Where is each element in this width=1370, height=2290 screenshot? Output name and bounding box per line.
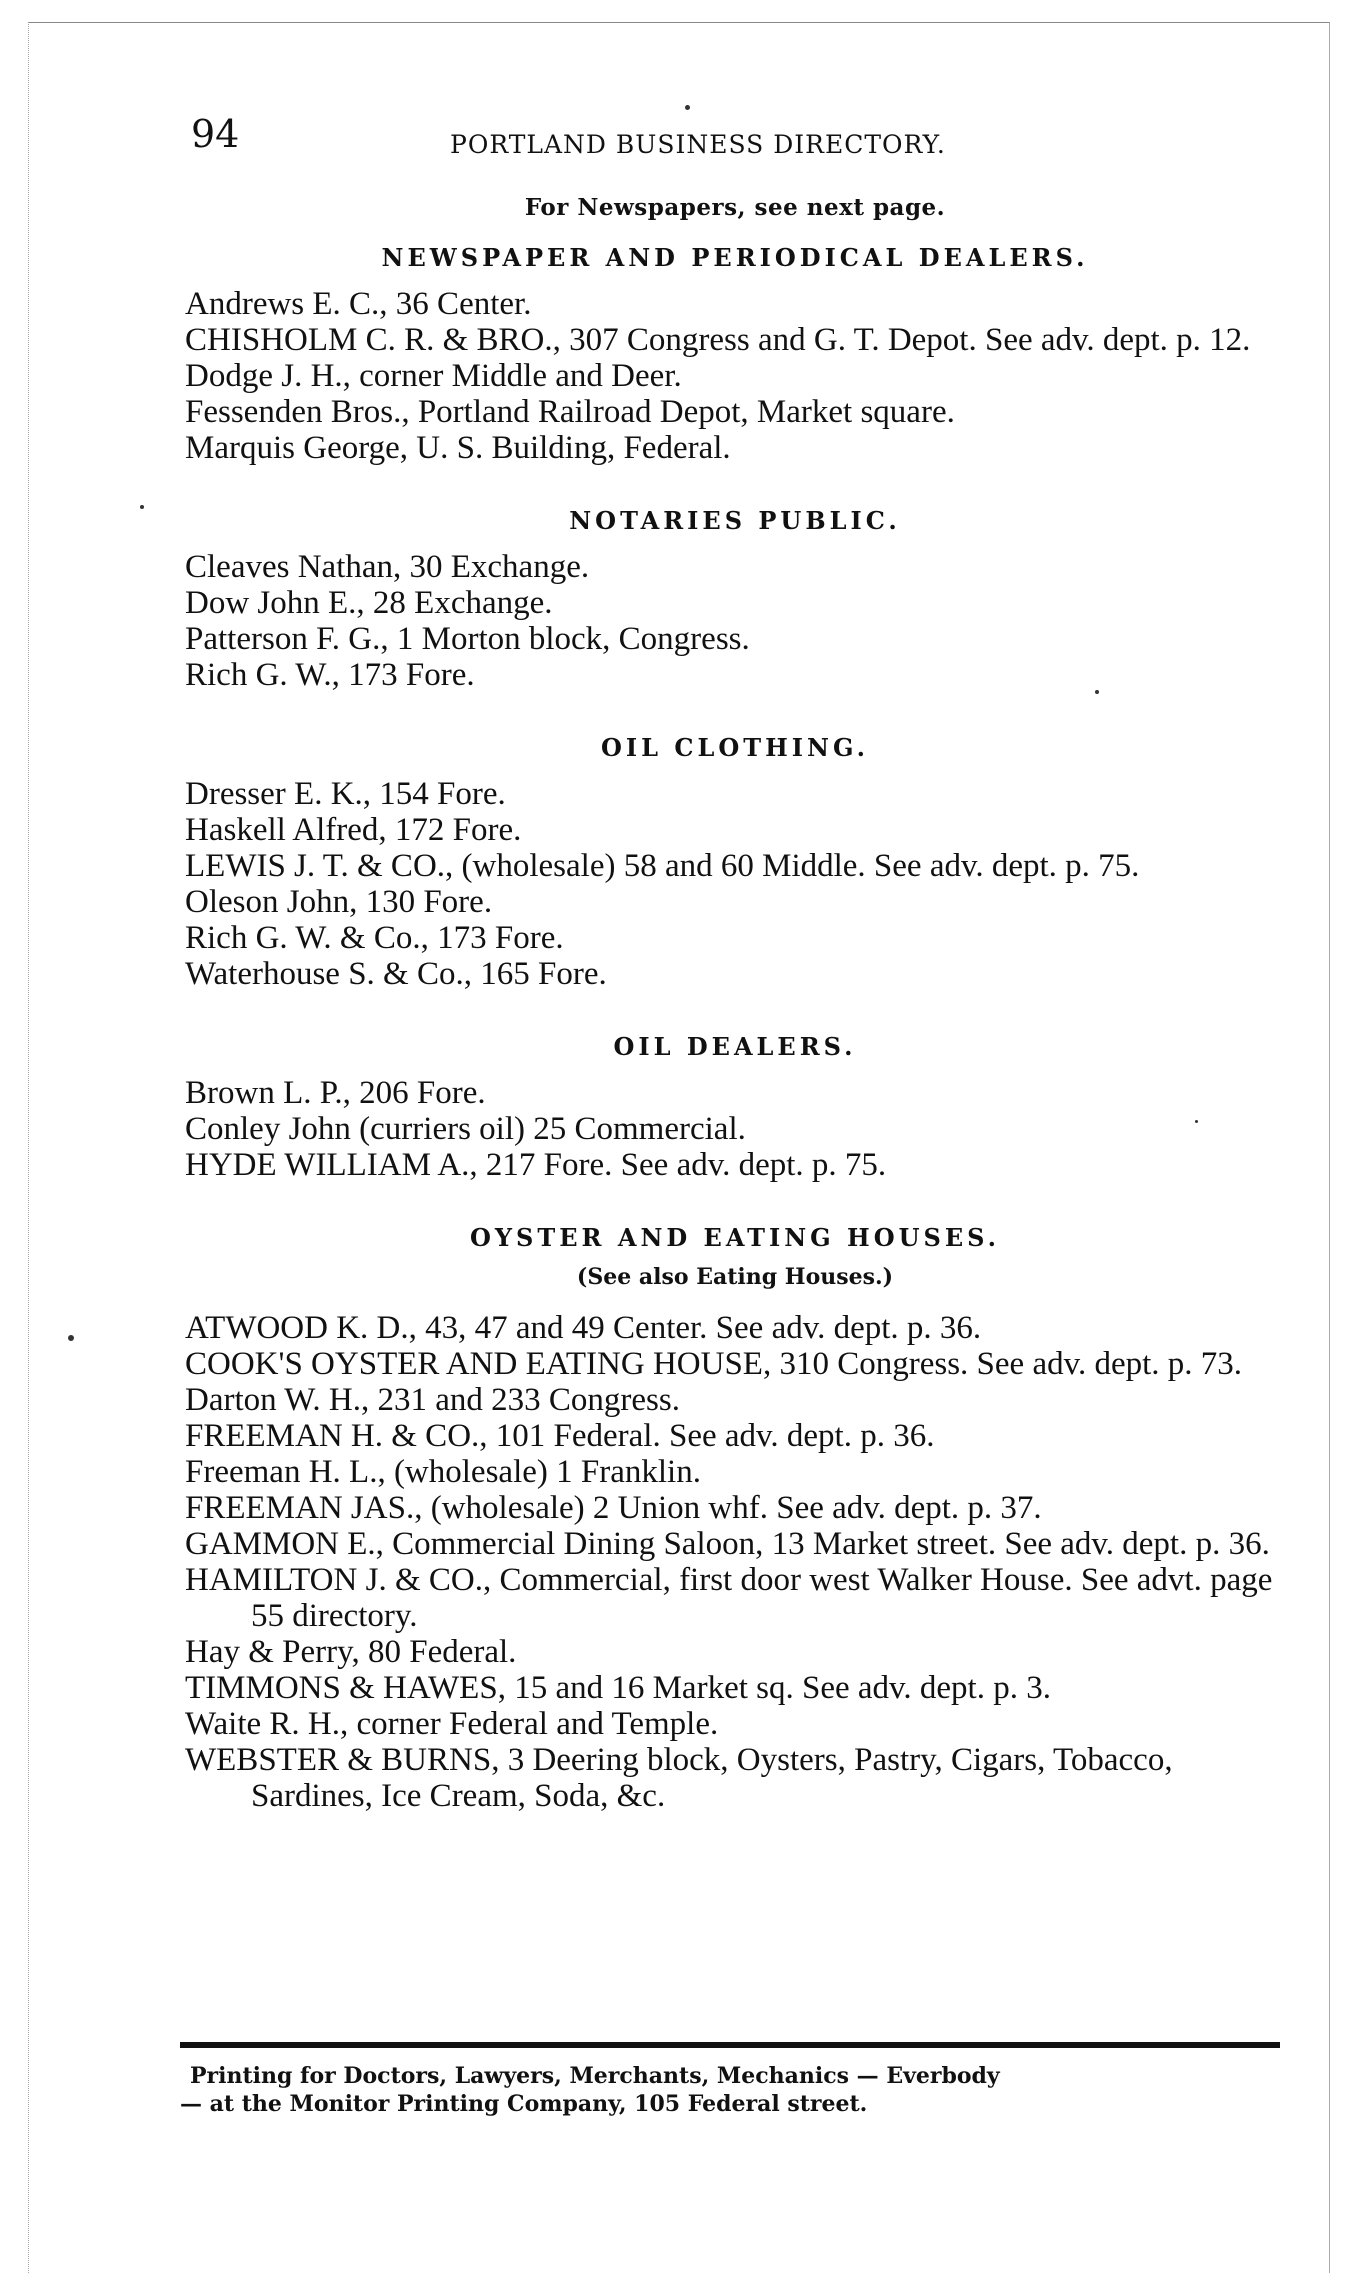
directory-page: [185, 110, 1285, 1854]
directory-entry: Patterson F. G., 1 Morton block, Congress.: [185, 621, 750, 657]
directory-section: [185, 1032, 1285, 1183]
directory-entry: GAMMON E., Commercial Dining Saloon, 13 Market street. See adv. dept. p. 36.: [185, 1526, 1270, 1562]
directory-entry: FREEMAN H. & CO., 101 Federal. See adv. dept. p. 36.: [185, 1418, 935, 1454]
page-number: 94: [191, 112, 240, 156]
directory-entry: Rich G. W. & Co., 173 Fore.: [185, 920, 564, 956]
entry-list: [185, 1310, 1285, 1814]
directory-entry: WEBSTER & BURNS, 3 Deering block, Oysters, Pastry, Cigars, Tobacco, Sardines, Ice Cream, Soda, &c.: [185, 1742, 1173, 1814]
footer-advertisement: [180, 2042, 1280, 2118]
entry-list: [185, 549, 1285, 693]
directory-entry: Waite R. H., corner Federal and Temple.: [185, 1706, 719, 1742]
running-head: PORTLAND BUSINESS DIRECTORY.: [450, 130, 946, 159]
section-heading: NOTARIES PUBLIC.: [569, 506, 901, 535]
directory-entry: TIMMONS & HAWES, 15 and 16 Market sq. See adv. dept. p. 3.: [185, 1670, 1051, 1706]
directory-entry: CHISHOLM C. R. & BRO., 307 Congress and G. T. Depot. See adv. dept. p. 12.: [185, 322, 1251, 358]
entry-list: [185, 1075, 1285, 1183]
section-heading: OIL CLOTHING.: [601, 733, 869, 762]
section-heading: OIL DEALERS.: [613, 1032, 857, 1061]
section-see-also: (See also Eating Houses.): [576, 1264, 894, 1290]
directory-entry: Dodge J. H., corner Middle and Deer.: [185, 358, 682, 394]
footer-line-2: — at the Monitor Printing Company, 105 Federal street.: [180, 2091, 868, 2117]
directory-section: [185, 1223, 1285, 1814]
directory-entry: Marquis George, U. S. Building, Federal.: [185, 430, 731, 466]
directory-entry: Brown L. P., 206 Fore.: [185, 1075, 486, 1111]
entry-list: [185, 776, 1285, 992]
section-heading: OYSTER AND EATING HOUSES.: [470, 1223, 1000, 1252]
directory-entry: Andrews E. C., 36 Center.: [185, 286, 532, 322]
section-heading: NEWSPAPER AND PERIODICAL DEALERS.: [381, 243, 1089, 272]
directory-section: [185, 243, 1285, 466]
directory-entry: LEWIS J. T. & CO., (wholesale) 58 and 60 Middle. See adv. dept. p. 75.: [185, 848, 1140, 884]
directory-entry: COOK'S OYSTER AND EATING HOUSE, 310 Congress. See adv. dept. p. 73.: [185, 1346, 1243, 1382]
directory-section: [185, 506, 1285, 693]
newspapers-note: For Newspapers, see next page.: [524, 194, 946, 221]
directory-entry: Dresser E. K., 154 Fore.: [185, 776, 506, 812]
directory-entry: Dow John E., 28 Exchange.: [185, 585, 553, 621]
directory-entry: FREEMAN JAS., (wholesale) 2 Union whf. See adv. dept. p. 37.: [185, 1490, 1042, 1526]
directory-entry: Oleson John, 130 Fore.: [185, 884, 493, 920]
directory-entry: Rich G. W., 173 Fore.: [185, 657, 475, 693]
directory-entry: Conley John (curriers oil) 25 Commercial.: [185, 1111, 746, 1147]
directory-entry: Haskell Alfred, 172 Fore.: [185, 812, 522, 848]
page-header: [185, 110, 1285, 170]
directory-entry: Fessenden Bros., Portland Railroad Depot, Market square.: [185, 394, 955, 430]
directory-entry: Freeman H. L., (wholesale) 1 Franklin.: [185, 1454, 701, 1490]
directory-sections: [185, 243, 1285, 1814]
footer-line-1: Printing for Doctors, Lawyers, Merchants, Mechanics — Everbody: [190, 2063, 1000, 2089]
directory-entry: Waterhouse S. & Co., 165 Fore.: [185, 956, 607, 992]
directory-section: [185, 733, 1285, 992]
directory-entry: HYDE WILLIAM A., 217 Fore. See adv. dept. p. 75.: [185, 1147, 887, 1183]
directory-entry: ATWOOD K. D., 43, 47 and 49 Center. See adv. dept. p. 36.: [185, 1310, 982, 1346]
directory-entry: HAMILTON J. & CO., Commercial, first door west Walker House. See advt. page 55 directory.: [185, 1562, 1273, 1634]
directory-entry: Darton W. H., 231 and 233 Congress.: [185, 1382, 680, 1418]
directory-entry: Hay & Perry, 80 Federal.: [185, 1634, 517, 1670]
entry-list: [185, 286, 1285, 466]
directory-entry: Cleaves Nathan, 30 Exchange.: [185, 549, 590, 585]
